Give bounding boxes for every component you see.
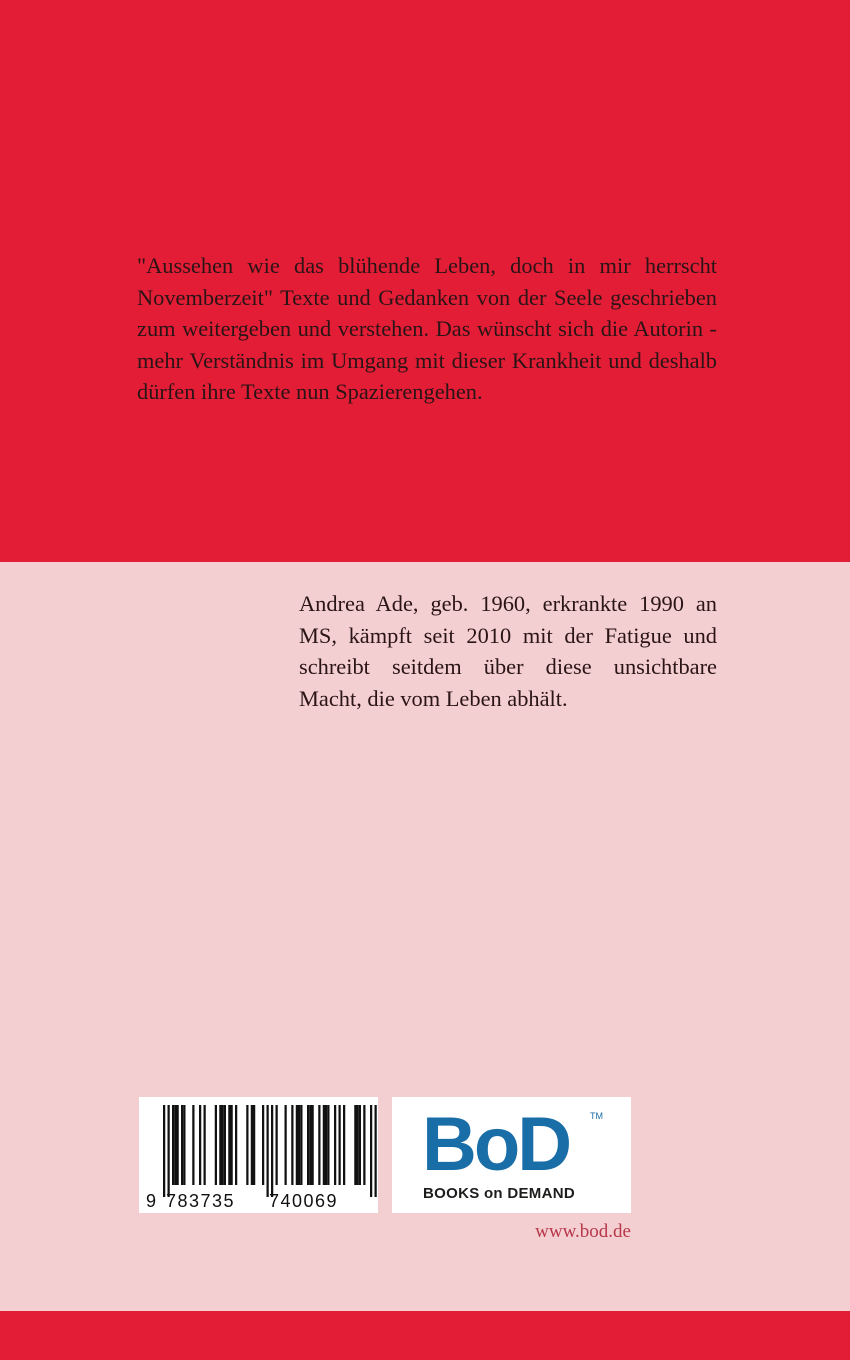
bod-subtitle: BOOKS on DEMAND — [423, 1185, 575, 1202]
barcode-bar — [267, 1105, 269, 1197]
barcode-bar — [343, 1105, 345, 1185]
barcode-bar — [246, 1105, 248, 1185]
barcode-bar — [323, 1105, 325, 1185]
barcode-bar — [318, 1105, 320, 1185]
barcode-graphic — [139, 1097, 378, 1213]
barcode-bar — [359, 1105, 361, 1185]
barcode-bar — [192, 1105, 194, 1185]
barcode-bar — [262, 1105, 264, 1185]
barcode-bar — [181, 1105, 183, 1185]
barcode-bar — [228, 1105, 230, 1185]
barcode-bar — [204, 1105, 206, 1185]
barcode-bar — [363, 1105, 365, 1185]
barcode-bar — [325, 1105, 327, 1185]
barcode-bar — [251, 1105, 253, 1185]
barcode-bar — [375, 1105, 377, 1197]
bod-logo: BoD — [422, 1102, 570, 1187]
barcode-bar — [163, 1105, 165, 1197]
barcode-bar — [224, 1105, 226, 1185]
barcode-bar — [298, 1105, 300, 1185]
barcode-bar — [215, 1105, 217, 1185]
barcode-bar — [307, 1105, 309, 1185]
barcode-bar — [183, 1105, 185, 1185]
barcode-bar — [285, 1105, 287, 1185]
publisher-logo-box — [392, 1097, 631, 1213]
cover-bottom-band — [0, 1311, 850, 1360]
barcode-bar — [222, 1105, 224, 1185]
barcode-bar — [168, 1105, 170, 1197]
barcode-bar — [312, 1105, 314, 1185]
barcode-bar — [235, 1105, 237, 1185]
barcode-lead-digit: 9 — [146, 1191, 157, 1211]
barcode-bar — [309, 1105, 311, 1185]
barcode-bar — [296, 1105, 298, 1185]
barcode-right-digits: 740069 — [269, 1191, 339, 1211]
publisher-website: www.bod.de — [535, 1221, 631, 1242]
barcode-left-digits: 783735 — [166, 1191, 236, 1211]
trademark-mark: TM — [590, 1111, 603, 1121]
barcode-bar — [291, 1105, 293, 1185]
barcode-bar — [177, 1105, 179, 1185]
barcode-bar — [219, 1105, 221, 1185]
barcode-bar — [334, 1105, 336, 1185]
barcode-bar — [231, 1105, 233, 1185]
barcode-bar — [271, 1105, 273, 1197]
barcode-bar — [327, 1105, 329, 1185]
barcode-bar — [174, 1105, 176, 1185]
barcode-bar — [354, 1105, 356, 1185]
barcode-bar — [300, 1105, 302, 1185]
barcode-bar — [357, 1105, 359, 1185]
barcode-bar — [199, 1105, 201, 1185]
barcode-bar — [253, 1105, 255, 1185]
author-bio: Andrea Ade, geb. 1960, erkrankte 1990 an MS, kämpft seit 2010 mit der Fatigue und schreibt seitdem über diese unsichtbare Macht, die vom Leben abhält. — [299, 591, 717, 711]
isbn-barcode — [139, 1097, 378, 1213]
barcode-bar — [276, 1105, 278, 1185]
barcode-bar — [370, 1105, 372, 1197]
barcode-bar — [339, 1105, 341, 1185]
blurb-text: "Aussehen wie das blühende Leben, doch in mir herrscht Novemberzeit" Texte und Gedanken von der Seele geschrieben zum weitergeben und verstehen. Das wünscht sich die Autorin - mehr Verständnis im Umgang mit dieser Krankheit und deshalb dürfen ihre Texte nun Spazierengehen. — [137, 253, 717, 404]
barcode-bar — [172, 1105, 174, 1185]
